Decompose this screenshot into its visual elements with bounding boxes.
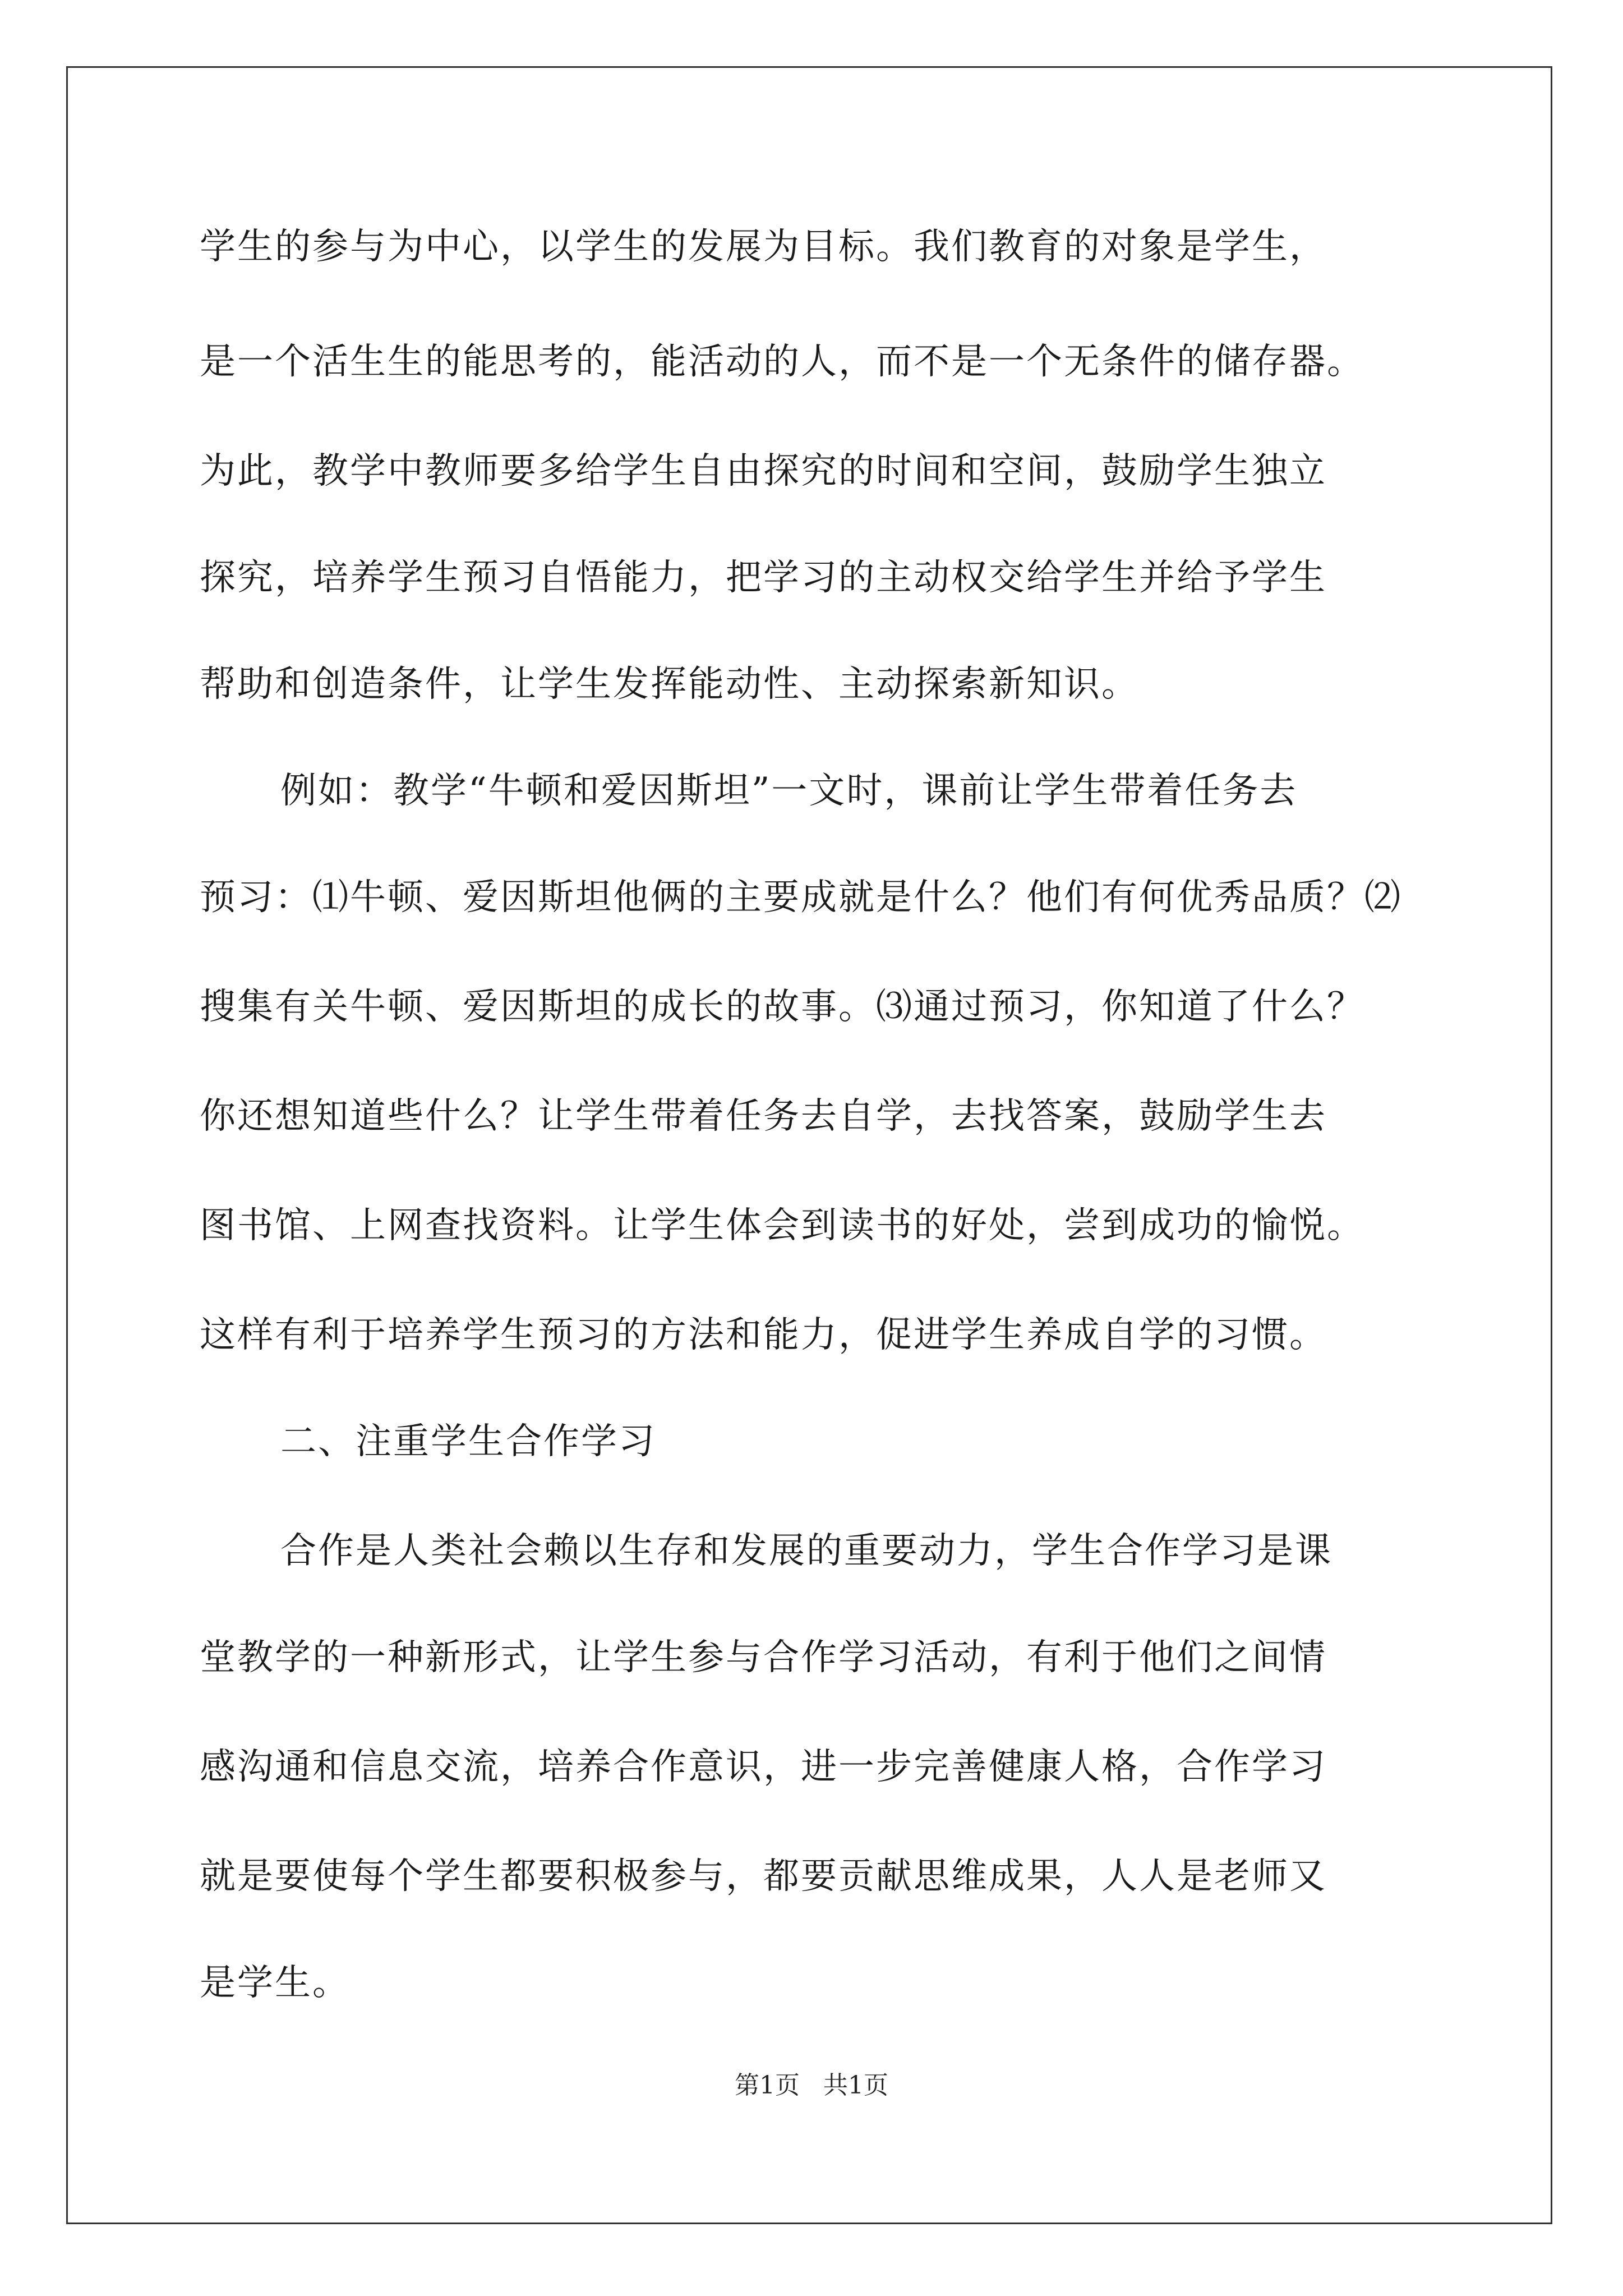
body-line: 探究，培养学生预习自悟能力，把学习的主动权交给学生并给予学生 xyxy=(200,557,1327,599)
body-line: 这样有利于培养学生预习的方法和能力，促进学生养成自学的习惯。 xyxy=(200,1314,1327,1356)
body-line: 为此，教学中教师要多给学生自由探究的时间和空间，鼓励学生独立 xyxy=(200,450,1327,492)
body-line: 预习：⑴牛顿、爱因斯坦他俩的主要成就是什么？他们有何优秀品质？⑵ xyxy=(200,877,1402,918)
body-line: 感沟通和信息交流，培养合作意识，进一步完善健康人格，合作学习 xyxy=(200,1746,1327,1788)
body-line: 帮助和创造条件，让学生发挥能动性、主动探索新知识。 xyxy=(200,664,1139,705)
body-line: 就是要使每个学生都要积极参与，都要贡献思维成果，人人是老师又 xyxy=(200,1856,1327,1897)
page-number: 第1页 xyxy=(735,2071,800,2100)
section-heading: 二、注重学生合作学习 xyxy=(280,1421,656,1462)
page-total: 共1页 xyxy=(823,2071,888,2100)
paragraph-start-line: 例如：教学“牛顿和爱因斯坦”一文时，课前让学生带着任务去 xyxy=(280,770,1298,812)
page-footer xyxy=(0,2070,1623,2101)
page-border xyxy=(66,66,1552,2224)
body-line: 是学生。 xyxy=(200,1962,350,2004)
body-line: 你还想知道些什么？让学生带着任务去自学，去找答案，鼓励学生去 xyxy=(200,1096,1327,1137)
body-line: 堂教学的一种新形式，让学生参与合作学习活动，有利于他们之间情 xyxy=(200,1637,1327,1678)
body-line: 图书馆、上网查找资料。让学生体会到读书的好处，尝到成功的愉悦。 xyxy=(200,1205,1364,1246)
body-line: 学生的参与为中心，以学生的发展为目标。我们教育的对象是学生， xyxy=(200,226,1327,268)
paragraph-start-line: 合作是人类社会赖以生存和发展的重要动力，学生合作学习是课 xyxy=(280,1530,1332,1572)
body-line: 搜集有关牛顿、爱因斯坦的成长的故事。⑶通过预习，你知道了什么？ xyxy=(200,986,1364,1028)
body-line: 是一个活生生的能思考的，能活动的人，而不是一个无条件的储存器。 xyxy=(200,341,1364,383)
